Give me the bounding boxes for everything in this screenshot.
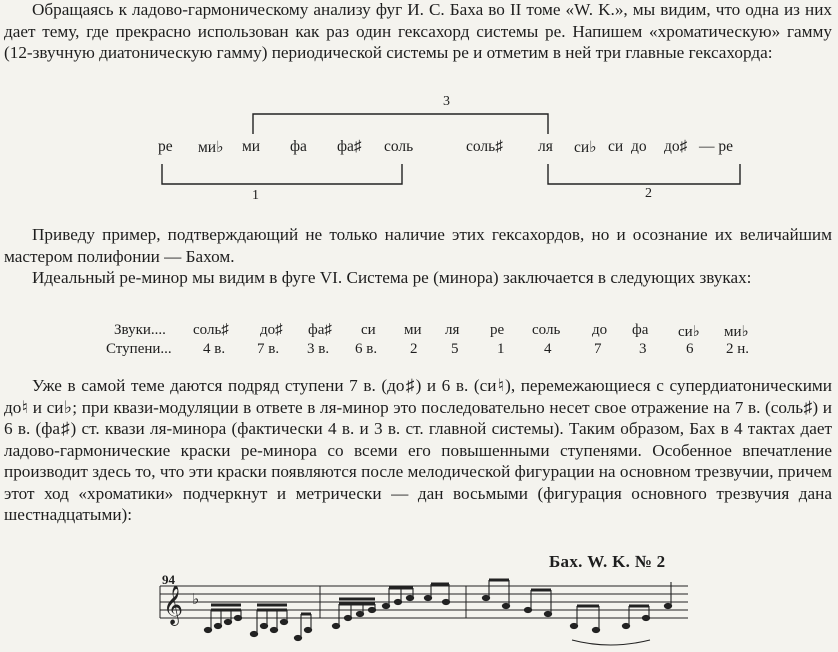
staff-lines: [160, 586, 688, 618]
cell: 6: [686, 341, 694, 357]
note: ми♭: [198, 139, 224, 156]
row-label: Ступени...: [106, 341, 172, 357]
cell: 3: [639, 341, 647, 357]
treble-clef-icon: 𝄞: [163, 585, 184, 625]
cell: фа♯: [308, 322, 332, 338]
paragraph-intro: Обращаясь к ладово-гармоническому анализу фуг И. С. Баха во II томе «W. K.», мы видим, что одна из них дает тему, где прекрасно использован как раз один гексахорд системы ре. Напишем «хроматическую» гамму (12-звучную диатоническую гамму) периодической системы ре и отметим в ней три главные гексахорда:: [4, 0, 832, 62]
cell: ми: [404, 322, 422, 338]
cell: си: [361, 322, 376, 338]
bracket-label-1: 1: [252, 188, 259, 203]
cell: 5: [451, 341, 459, 357]
cell: 1: [497, 341, 505, 357]
note: до♯: [664, 138, 688, 155]
cell: 2 н.: [726, 341, 750, 357]
note: — ре: [699, 138, 734, 155]
paragraph-theme-analysis: Уже в самой теме даются подряд ступени 7 в. (до♯) и 6 в. (си♮), перемежающиеся с супердиатоническими до♮ и си♭; при квази-модуляции в ответе в ля-минор это последовательно несет свое отражение на 7 в. (соль♯) и 6 в. (фа♯) ст. квази ля-минора (фактически 4 в. и 3 в. ст. главной системы). Таким образом, Бах в 4 тактах дает ладово-гармонические краски ре-минора со всеми его повышенными ступенями. Особенное впечатление производит здесь то, что эти краски появляются после мелодической фигурации на основном трезвучии, причем этот ход «хроматики» подчеркнут и метрически — дан восьмыми (фигурация основного трезвучия дана шестнадцатыми):: [4, 376, 832, 524]
note: си: [608, 138, 624, 155]
note: ми: [242, 138, 261, 155]
bracket-label-2: 2: [645, 186, 652, 201]
paragraph-d-minor: Идеальный ре-минор мы видим в фуге VI. Система ре (минора) заключается в следующих звуках:: [32, 268, 752, 287]
example-number: 94: [162, 572, 175, 587]
cell: 4: [544, 341, 552, 357]
note: си♭: [574, 139, 597, 156]
cell: 7: [594, 341, 602, 357]
cell: до♯: [260, 322, 283, 338]
cell: 3 в.: [307, 341, 330, 357]
cell: 4 в.: [203, 341, 226, 357]
cell: фа: [632, 322, 649, 338]
cell: ре: [490, 322, 505, 338]
paragraph-example: Приведу пример, подтверждающий не только наличие этих гексахордов, но и осознание их величайшим мастером полифонии — Бахом.: [4, 225, 832, 266]
cell: соль: [532, 322, 561, 338]
row-label: Звуки....: [114, 322, 166, 338]
note: фа: [290, 138, 307, 155]
example-caption: Бах. W. K. № 2: [549, 552, 666, 571]
cell: до: [592, 322, 608, 338]
note: соль: [384, 138, 414, 155]
cell: соль♯: [193, 322, 229, 338]
cell: ля: [445, 322, 460, 338]
cell: 7 в.: [257, 341, 280, 357]
note: соль♯: [466, 138, 503, 155]
cell: 2: [410, 341, 418, 357]
slur: [572, 640, 650, 645]
note: до: [631, 138, 647, 155]
note: фа♯: [337, 138, 362, 155]
note: ля: [538, 138, 553, 155]
cell: 6 в.: [355, 341, 378, 357]
note: ре: [158, 138, 173, 155]
bracket-label-3: 3: [443, 94, 450, 109]
cell: си♭: [678, 324, 700, 340]
cell: ми♭: [724, 324, 749, 340]
flat-key-signature-icon: ♭: [192, 590, 200, 608]
